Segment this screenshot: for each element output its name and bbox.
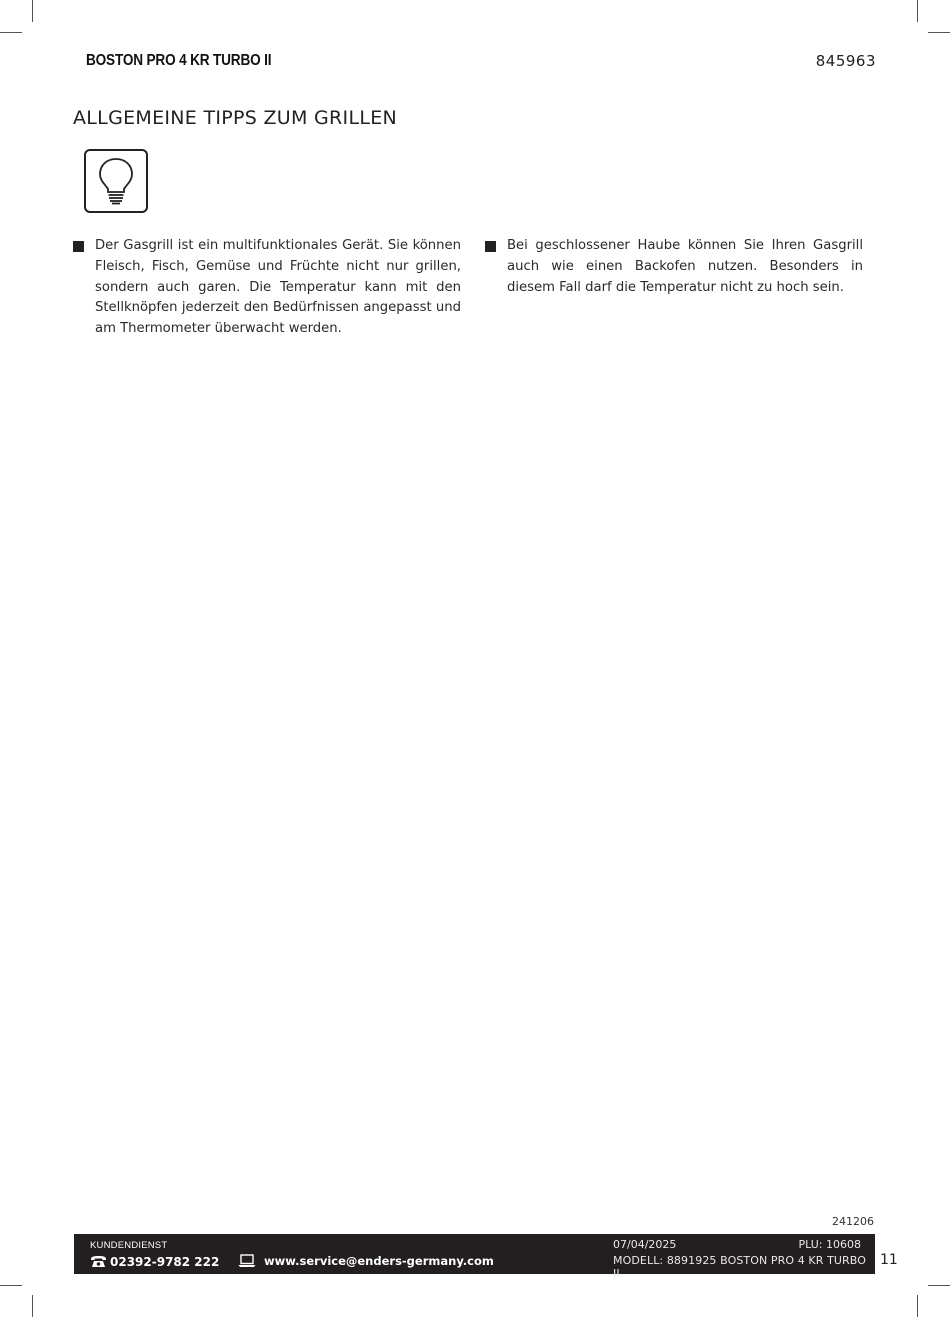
footer-date: 07/04/2025 bbox=[613, 1238, 677, 1251]
phone-number: 02392-9782 222 bbox=[110, 1255, 220, 1269]
crop-mark bbox=[917, 1295, 918, 1317]
crop-mark bbox=[0, 32, 22, 33]
service-label: KUNDENDIENST bbox=[90, 1240, 168, 1251]
footer-bar bbox=[74, 1234, 875, 1280]
crop-mark bbox=[928, 1285, 950, 1286]
tip-text: Der Gasgrill ist ein multifunktionales Gerät. Sie können Fleisch, Fisch, Gemüse und Früchte nicht nur grillen, sondern auch garen. Die Temperatur kann mit den Stellknöpfen jederzeit den Bedürfnissen angepasst und am Thermometer überwacht werden. bbox=[95, 238, 461, 337]
crop-mark bbox=[32, 0, 33, 22]
crop-mark bbox=[32, 1295, 33, 1317]
crop-mark bbox=[0, 1285, 22, 1286]
bullet-square bbox=[73, 241, 84, 252]
tip-text: Bei geschlossener Haube können Sie Ihren Gasgrill auch wie einen Backofen nutzen. Besonders in diesem Fall darf die Temperatur nicht zu hoch sein. bbox=[507, 238, 863, 295]
page-number: 11 bbox=[880, 1252, 898, 1268]
bullet-square bbox=[485, 241, 496, 252]
footer-model: MODELL: 8891925 BOSTON PRO 4 KR TURBO II bbox=[613, 1254, 867, 1280]
tip-item bbox=[73, 236, 461, 340]
article-number: 845963 bbox=[815, 52, 876, 70]
tip-item bbox=[485, 236, 863, 298]
tip-icon-frame bbox=[84, 149, 148, 213]
phone-icon bbox=[90, 1255, 107, 1268]
lightbulb-icon bbox=[96, 155, 136, 207]
footer-plu: PLU: 10608 bbox=[798, 1238, 861, 1251]
laptop-icon bbox=[238, 1254, 256, 1268]
section-title: ALLGEMEINE TIPPS ZUM GRILLEN bbox=[73, 107, 398, 129]
crop-mark bbox=[928, 32, 950, 33]
crop-mark bbox=[917, 0, 918, 22]
product-title: BOSTON PRO 4 KR TURBO II bbox=[86, 52, 272, 69]
document-code: 241206 bbox=[832, 1215, 874, 1228]
website-link[interactable]: www.service@enders-germany.com bbox=[264, 1254, 494, 1268]
